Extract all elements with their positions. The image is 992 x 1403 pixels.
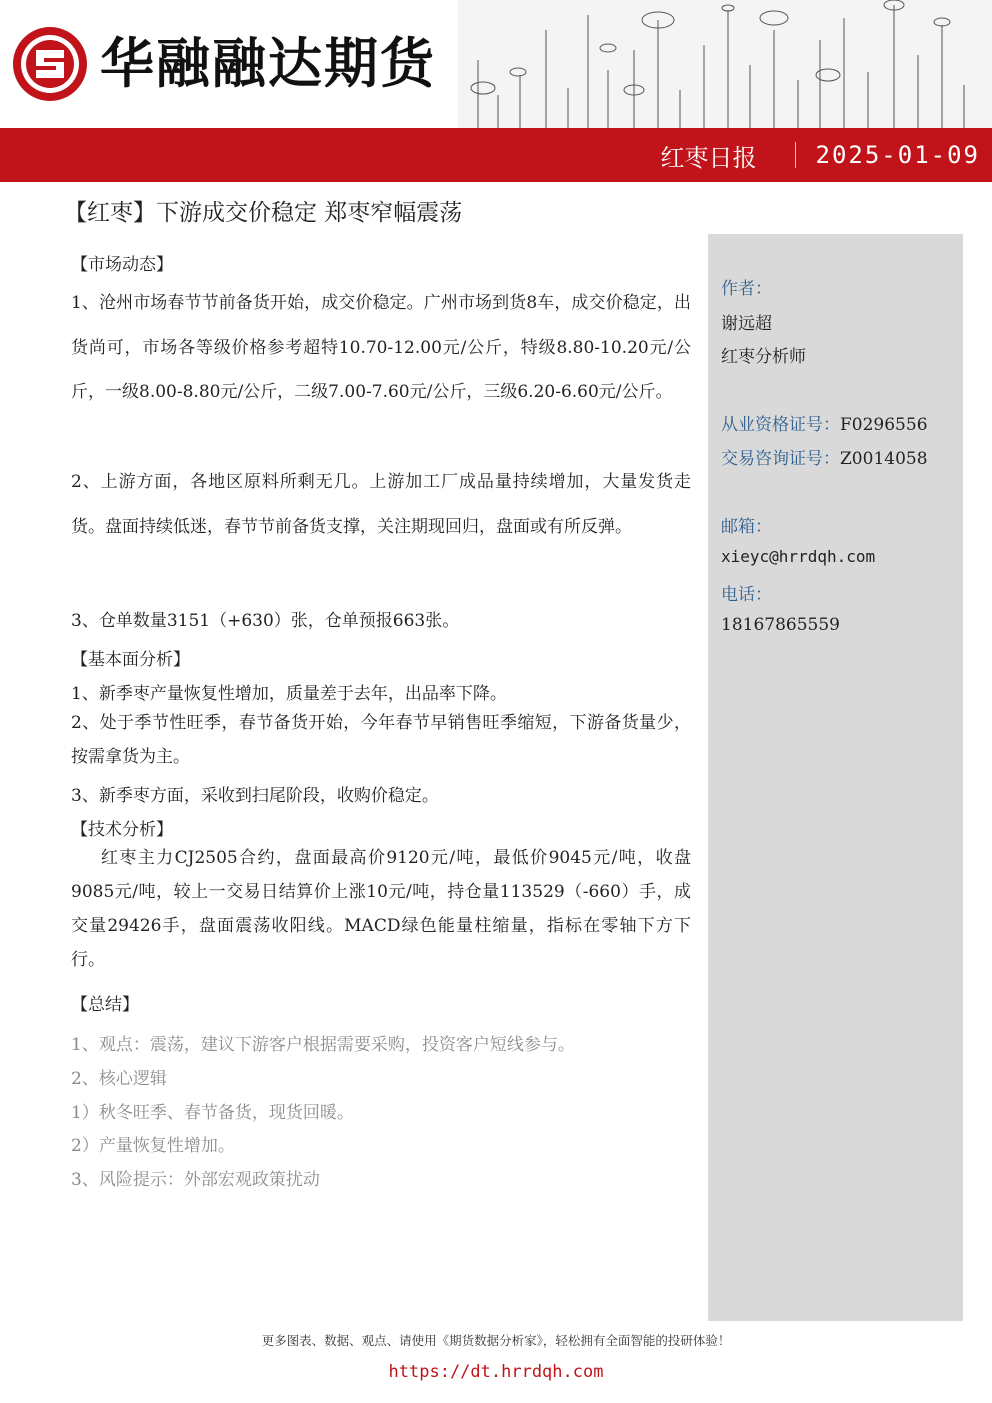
report-title: 【红枣】下游成交价稳定 郑枣窄幅震荡 [64, 200, 463, 226]
footer-link[interactable]: https://dt.hrrdqh.com [388, 1362, 604, 1382]
consult-row [721, 444, 928, 469]
section-heading-fundamental: 【基本面分析】 [71, 650, 190, 670]
fundamental-paragraph-2: 2、处于季节性旺季，春节备货开始，今年春节早销售旺季缩短，下游备货量少，按需拿货为主。 [71, 713, 691, 767]
report-name: 红枣日报 [660, 143, 757, 172]
report-band [0, 128, 992, 182]
summary-line-1: 1、观点：震荡，建议下游客户根据需要采购，投资客户短线参与。 [71, 1035, 575, 1055]
company-logo-icon [10, 24, 90, 104]
footer-promo: 更多图表、数据、观点、请使用《期货数据分析家》，轻松拥有全面智能的投研体验！ [261, 1333, 731, 1348]
header-decoration [458, 0, 992, 128]
license-value: F0296556 [840, 415, 928, 435]
section-heading-summary: 【总结】 [71, 995, 139, 1015]
fundamental-paragraph-1: 1、新季枣产量恢复性增加，质量差于去年，出品率下降。 [71, 684, 507, 704]
section-heading-technical: 【技术分析】 [71, 820, 173, 840]
summary-line-4: 2）产量恢复性增加。 [71, 1136, 235, 1156]
summary-line-2: 2、核心逻辑 [71, 1069, 167, 1089]
email-label: 邮箱： [721, 517, 772, 537]
consult-value: Z0014058 [840, 449, 928, 469]
phone-label: 电话： [721, 585, 772, 605]
author-name: 谢远超 [721, 314, 772, 334]
company-name: 华融融达期货 [100, 32, 436, 95]
consult-label: 交易咨询证号： [721, 449, 840, 469]
band-divider [795, 142, 796, 168]
market-paragraph-2: 2、上游方面，各地区原料所剩无几。上游加工厂成品量持续增加，大量发货走货。盘面持续低迷，春节节前备货支撑，关注期现回归，盘面或有所反弹。 [71, 472, 691, 537]
technical-paragraph: 红枣主力CJ2505合约，盘面最高价9120元/吨，最低价9045元/吨，收盘9085元/吨，较上一交易日结算价上涨10元/吨，持仓量113529（-660）手，成交量29426手，盘面震荡收阳线。MACD绿色能量柱缩量，指标在零轴下方下行。 [71, 848, 691, 970]
market-paragraph-1: 1、沧州市场春节节前备货开始，成交价稳定。广州市场到货8车，成交价稳定，出货尚可，市场各等级价格参考超特10.70-12.00元/公斤，特级8.80-10.20元/公斤，一级8.00-8.80元/公斤，二级7.00-7.60元/公斤，三级6.20-6.60元/公斤。 [71, 293, 691, 402]
report-date: 2025-01-09 [815, 141, 980, 169]
summary-line-5: 3、风险提示：外部宏观政策扰动 [71, 1170, 320, 1190]
author-title: 红枣分析师 [721, 347, 806, 367]
market-paragraph-3: 3、仓单数量3151（+630）张，仓单预报663张。 [71, 611, 460, 631]
page-header [0, 0, 992, 128]
license-label: 从业资格证号： [721, 415, 840, 435]
section-heading-market: 【市场动态】 [71, 255, 173, 275]
license-row [721, 410, 928, 435]
email-value[interactable]: xieyc@hrrdqh.com [721, 547, 876, 566]
phone-value: 18167865559 [721, 615, 840, 635]
fundamental-paragraph-3: 3、新季枣方面，采收到扫尾阶段，收购价稳定。 [71, 786, 439, 806]
author-label: 作者： [721, 279, 772, 299]
summary-line-3: 1）秋冬旺季、春节备货，现货回暖。 [71, 1103, 354, 1123]
author-sidebar [708, 234, 963, 1321]
